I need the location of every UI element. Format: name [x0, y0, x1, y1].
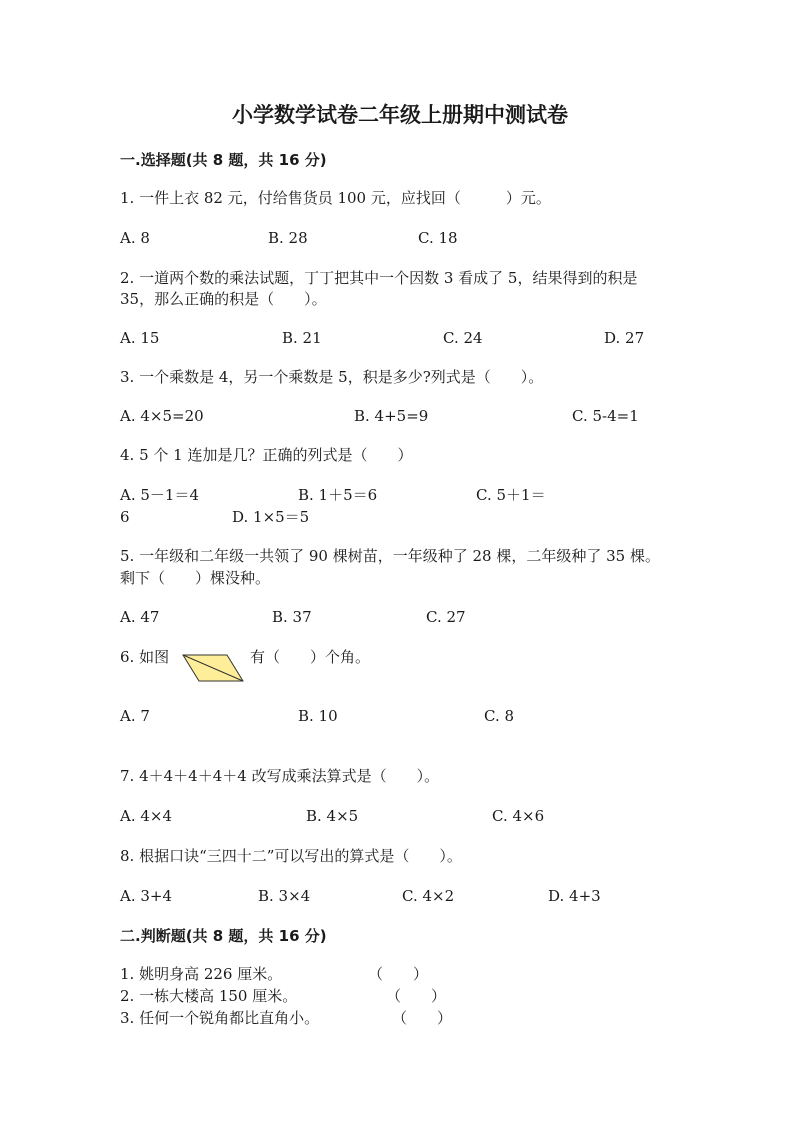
- question-4-text: 4. 5 个 1 连加是几？正确的列式是（ ）: [120, 446, 413, 464]
- question-8-option-d: D. 4+3: [548, 887, 601, 905]
- question-2-option-b: B. 21: [282, 329, 322, 347]
- question-3-option-a: A. 4×5=20: [120, 407, 204, 425]
- question-8-text: 8. 根据口诀“三四十二”可以写出的算式是（ ）。: [120, 847, 462, 865]
- question-4-option-a: A. 5－1＝4: [120, 486, 199, 504]
- judgement-item-2-text: 2. 一栋大楼高 150 厘米。: [120, 987, 298, 1005]
- question-1-option-c: C. 18: [418, 229, 458, 247]
- question-4-option-d: D. 1×5＝5: [232, 508, 310, 526]
- question-2-option-a: A. 15: [120, 329, 160, 347]
- question-2-option-c: C. 24: [443, 329, 483, 347]
- question-4-option-c-continuation: 6: [120, 508, 130, 526]
- question-6-text-suffix: 有（ ）个角。: [250, 648, 371, 666]
- question-6-option-a: A. 7: [120, 707, 150, 725]
- question-3-option-b: B. 4+5=9: [354, 407, 429, 425]
- judgement-item-1-answer-blank: （ ）: [368, 965, 429, 983]
- question-3-option-c: C. 5-4=1: [572, 407, 639, 425]
- question-5-option-c: C. 27: [426, 608, 466, 626]
- question-1-option-a: A. 8: [120, 229, 150, 247]
- page-title: 小学数学试卷二年级上册期中测试卷: [232, 103, 568, 127]
- question-5-option-a: A. 47: [120, 608, 160, 626]
- question-8-option-a: A. 3+4: [120, 887, 173, 905]
- question-7-text: 7. 4＋4＋4＋4＋4 改写成乘法算式是（ ）。: [120, 767, 440, 785]
- question-6-option-c: C. 8: [484, 707, 515, 725]
- parallelogram-figure-icon: [180, 653, 246, 683]
- question-7-option-b: B. 4×5: [306, 807, 359, 825]
- question-1-text: 1. 一件上衣 82 元，付给售货员 100 元，应找回（ ）元。: [120, 189, 551, 207]
- section-heading-choice: 一.选择题(共 8 题，共 16 分): [120, 151, 327, 169]
- question-5-text-line1: 5. 一年级和二年级一共领了 90 棵树苗，一年级种了 28 棵，二年级种了 35 棵。: [120, 547, 660, 565]
- judgement-item-3-answer-blank: （ ）: [392, 1009, 453, 1027]
- question-1-option-b: B. 28: [268, 229, 308, 247]
- section-heading-judgement: 二.判断题(共 8 题，共 16 分): [120, 927, 327, 945]
- question-2-text-line1: 2. 一道两个数的乘法试题，丁丁把其中一个因数 3 看成了 5，结果得到的积是: [120, 269, 638, 287]
- question-6-option-b: B. 10: [298, 707, 338, 725]
- question-2-option-d: D. 27: [604, 329, 645, 347]
- question-5-option-b: B. 37: [272, 608, 312, 626]
- judgement-item-2-answer-blank: （ ）: [386, 987, 447, 1005]
- judgement-item-3-text: 3. 任何一个锐角都比直角小。: [120, 1009, 320, 1027]
- question-8-option-b: B. 3×4: [258, 887, 311, 905]
- question-3-text: 3. 一个乘数是 4，另一个乘数是 5，积是多少?列式是（ ）。: [120, 368, 544, 386]
- question-5-text-line2: 剩下（ ）棵没种。: [120, 569, 271, 587]
- question-6-text-prefix: 6. 如图: [120, 648, 170, 666]
- question-2-text-line2: 35，那么正确的积是（ ）。: [120, 290, 327, 308]
- judgement-item-1-text: 1. 姚明身高 226 厘米。: [120, 965, 283, 983]
- question-7-option-a: A. 4×4: [120, 807, 173, 825]
- question-7-option-c: C. 4×6: [492, 807, 545, 825]
- question-4-option-b: B. 1＋5＝6: [298, 486, 378, 504]
- question-4-option-c: C. 5＋1＝: [476, 486, 546, 504]
- question-8-option-c: C. 4×2: [402, 887, 455, 905]
